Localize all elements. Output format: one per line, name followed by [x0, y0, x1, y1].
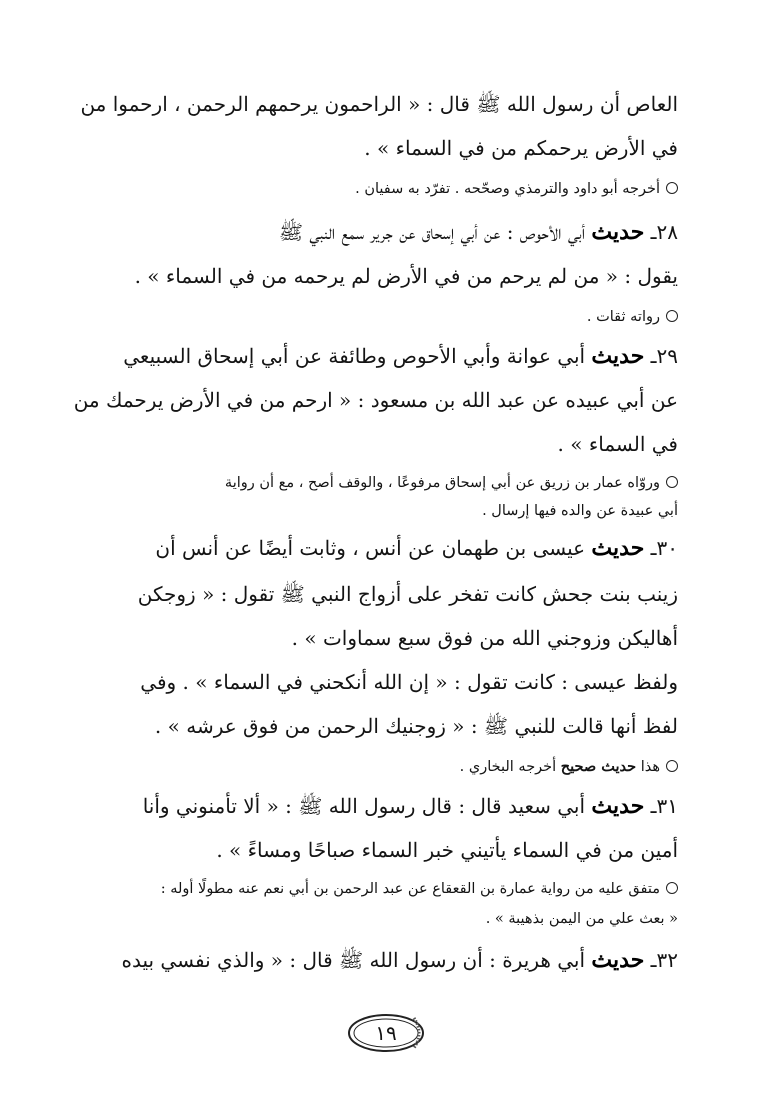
page-number-ornament: [346, 1012, 426, 1054]
circle-marker-icon: [666, 476, 678, 488]
hadith-keyword: حديث: [591, 947, 645, 973]
circle-marker-icon: [666, 760, 678, 772]
text-line: يقول : « من لم يرحم من في الأرض لم يرحمه من في السماء » .: [134, 264, 678, 288]
text-line: لفظ أنها قالت للنبي ﷺ : « زوجنيك الرحمن من فوق عرشه » .: [154, 714, 678, 738]
hadith-keyword: حديث: [591, 343, 645, 369]
note-line: أبي عبيدة عن والده فيها إرسال .: [482, 503, 678, 519]
circle-marker-icon: [666, 882, 678, 894]
hadith-keyword: حديث: [591, 219, 645, 245]
text-line: في الأرض يرحمكم من في السماء » .: [364, 136, 678, 160]
page-number: ١٩: [375, 1021, 397, 1045]
note-line: « بعث علي من اليمن بذهيبة » .: [485, 911, 678, 927]
note-line: وروّاه عمار بن زريق عن أبي إسحاق مرفوعًا ، والوقف أصح ، مع أن رواية: [98, 470, 678, 496]
hadith-heading: ٢٩ـ حديث أبي عوانة وأبي الأحوص وطائفة عن أبي إسحاق السبيعي: [123, 343, 678, 369]
text-line: زينب بنت جحش كانت تفخر على أزواج النبي ﷺ تقول : « زوجكن: [137, 582, 678, 606]
hadith-heading: ٣٢ـ حديث أبي هريرة : أن رسول الله ﷺ قال : « والذي نفسي بيده: [121, 947, 678, 973]
hadith-heading: ٣١ـ حديث أبي سعيد قال : قال رسول الله ﷺ : « ألا تأمنوني وأنا: [142, 793, 678, 819]
text-line: عن أبي عبيده عن عبد الله بن مسعود : « ارحم من في الأرض يرحمك من: [73, 388, 678, 412]
circle-marker-icon: [666, 310, 678, 322]
circle-marker-icon: [666, 182, 678, 194]
note-line: أخرجه أبو داود والترمذي وصحّحه . تفرّد به سفيان .: [98, 176, 678, 202]
sahih-label: حديث صحيح: [560, 758, 637, 775]
hadith-heading: ٣٠ـ حديث عيسى بن طهمان عن أنس ، وثابت أيضًا عن أنس أن: [155, 535, 678, 561]
hadith-keyword: حديث: [591, 535, 645, 561]
text-line: في السماء » .: [557, 432, 678, 456]
text-line: ولفظ عيسى : كانت تقول : « إن الله أنكحني في السماء » . وفي: [140, 670, 678, 694]
hadith-heading: ٢٨ـ حديث أبي الأحوص : عن أبي إسحاق عن جرير سمع النبي ﷺ: [278, 219, 678, 245]
hadith-keyword: حديث: [591, 793, 645, 819]
text-line: أمين من في السماء يأتيني خبر السماء صباحًا ومساءً » .: [216, 838, 678, 862]
text-line: أهاليكن وزوجني الله من فوق سبع سماوات » .: [291, 626, 678, 650]
text-line: العاص أن رسول الله ﷺ قال : « الراحمون يرحمهم الرحمن ، ارحموا من: [80, 92, 678, 116]
note-line: هذا حديث صحيح أخرجه البخاري .: [98, 754, 678, 780]
note-line: رواته ثقات .: [98, 304, 678, 330]
note-line: متفق عليه من رواية عمارة بن القعقاع عن عبد الرحمن بن أبي نعم عنه مطولًا أوله :: [98, 876, 678, 902]
